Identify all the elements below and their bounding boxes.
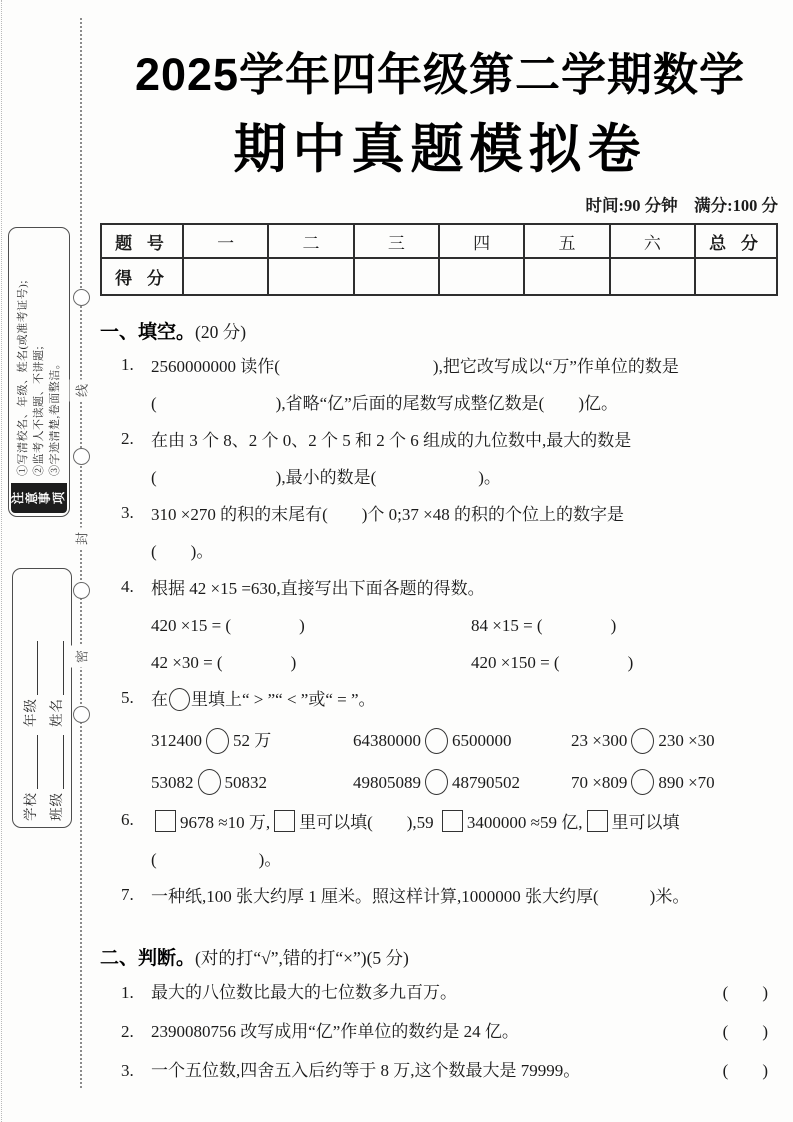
exam-meta: 时间:90 分钟 满分:100 分 xyxy=(585,196,778,215)
exam-title-line2: 期中真题模拟卷 xyxy=(233,120,647,179)
score-table-header-cell: 一 xyxy=(183,224,268,258)
question-number: 3. xyxy=(121,1061,134,1081)
answer-blank: ( ) xyxy=(722,983,768,1003)
score-empty-cell xyxy=(183,258,268,295)
question-number: 6. xyxy=(121,810,134,830)
punch-hole xyxy=(73,706,90,723)
question-number: 7. xyxy=(121,885,134,905)
question-line: ( ),省略“亿”后面的尾数写成整亿数是( )亿。 xyxy=(151,394,618,413)
exam-title-line1: 2025学年四年级第二学期数学 xyxy=(134,49,746,100)
question-3 xyxy=(100,503,780,577)
judgment-text: 一个五位数,四舍五入后约等于 8 万,这个数最大是 79999。 xyxy=(151,1061,581,1081)
score-table-header-cell: 四 xyxy=(439,224,524,258)
section-1-title xyxy=(100,317,780,344)
question-line xyxy=(151,688,780,714)
question-line: 310 ×270 的积的末尾有( )个 0;37 ×48 的积的个位上的数字是 xyxy=(151,505,624,524)
seal-dotted-line xyxy=(80,18,82,1088)
judgment-text: 2390080756 改写成用“亿”作单位的数约是 24 亿。 xyxy=(151,1022,519,1042)
class-field-blank xyxy=(49,735,64,789)
name-field-label: 姓名 xyxy=(49,698,64,727)
compare-cell xyxy=(353,727,571,757)
school-field-blank xyxy=(23,735,38,789)
score-table-score-row xyxy=(101,258,777,295)
compare-right: 52 万 xyxy=(233,731,272,751)
score-empty-cell xyxy=(439,258,524,295)
question-number: 3. xyxy=(121,503,134,522)
equation-cell: 84 ×15 = ( ) xyxy=(471,616,617,635)
question-4 xyxy=(100,577,780,688)
question-line: 2560000000 读作( ),把它改写成以“万”作单位的数是 xyxy=(151,357,679,376)
question-line: ( )。 xyxy=(151,850,282,870)
question-7 xyxy=(100,885,780,922)
question-line: ( )。 xyxy=(151,542,214,561)
compare-circle xyxy=(425,728,448,754)
notice-item: ②监考人不读题、不讲题; xyxy=(33,345,45,476)
question-line: ( ),最小的数是( )。 xyxy=(151,468,501,487)
compare-right: 890 ×70 xyxy=(658,772,715,792)
equation-cell: 420 ×15 = ( ) xyxy=(151,616,305,635)
fill-box xyxy=(442,810,463,832)
section-1-title-bold: 一、填空。 xyxy=(100,322,196,343)
compare-cell xyxy=(571,769,715,799)
school-field-label: 学校 xyxy=(23,792,38,821)
seal-char-mi: 密 xyxy=(70,646,93,668)
equation-row xyxy=(151,614,780,638)
score-empty-cell xyxy=(268,258,353,295)
question-number: 2. xyxy=(121,1022,134,1042)
compare-right: 48790502 xyxy=(452,772,520,792)
question-number: 2. xyxy=(121,429,134,448)
compare-row xyxy=(151,727,780,757)
answer-blank: ( ) xyxy=(722,1061,768,1081)
compare-left: 49805089 xyxy=(353,772,421,792)
question-number: 1. xyxy=(121,355,134,374)
question-text: 里可以填( ),59 xyxy=(299,813,438,833)
grade-field-label: 年级 xyxy=(23,698,38,727)
question-2 xyxy=(100,429,780,503)
section-2-title-note: (对的打“√”,错的打“×”)(5 分) xyxy=(195,948,409,969)
question-line: 一种纸,100 张大约厚 1 厘米。照这样计算,1000000 张大约厚( )米。 xyxy=(151,887,690,907)
question-5 xyxy=(100,688,780,810)
notice-item: ③字迹清楚,卷面整洁。 xyxy=(49,357,61,476)
question-line: 根据 42 ×15 =630,直接写出下面各题的得数。 xyxy=(151,579,485,598)
punch-hole xyxy=(73,582,90,599)
score-empty-cell xyxy=(524,258,609,295)
compare-left: 312400 xyxy=(151,731,202,751)
question-text: 在 xyxy=(151,690,168,709)
exam-content xyxy=(100,30,780,1098)
punch-hole xyxy=(73,289,90,306)
fill-box xyxy=(155,810,176,832)
score-table-header-cell: 总 分 xyxy=(695,224,777,258)
punch-hole xyxy=(73,448,90,465)
compare-left: 70 ×809 xyxy=(571,772,628,792)
score-table-header-cell: 三 xyxy=(354,224,439,258)
compare-circle xyxy=(198,769,221,795)
page-edge-dotted-line xyxy=(1,0,2,1122)
notice-label: 注意事项 xyxy=(11,483,67,513)
question-1 xyxy=(100,355,780,429)
seal-char-feng: 封 xyxy=(70,528,93,550)
compare-right: 230 ×30 xyxy=(658,731,715,751)
compare-circle xyxy=(425,769,448,795)
score-empty-cell xyxy=(610,258,695,295)
section-1-title-points: (20 分) xyxy=(195,322,247,342)
section-2-title xyxy=(100,943,780,970)
score-table-header-cell: 题 号 xyxy=(101,224,183,258)
seal-char-xian: 线 xyxy=(70,380,93,402)
fill-box xyxy=(274,810,295,832)
judgment-item-1 xyxy=(100,981,780,1005)
student-info-box xyxy=(12,568,72,828)
compare-circle xyxy=(631,728,654,754)
compare-right: 6500000 xyxy=(452,731,512,751)
compare-cell xyxy=(353,769,571,799)
score-empty-cell xyxy=(354,258,439,295)
question-line: 在由 3 个 8、2 个 0、2 个 5 和 2 个 6 组成的九位数中,最大的数是 xyxy=(151,431,632,450)
name-field-blank xyxy=(49,641,64,695)
question-text: 里可以填 xyxy=(611,813,680,833)
score-table-header-row xyxy=(101,224,777,258)
equation-cell: 42 ×30 = ( ) xyxy=(151,653,297,672)
compare-left: 23 ×300 xyxy=(571,731,628,751)
class-field-label: 班级 xyxy=(49,792,64,821)
compare-cell xyxy=(151,727,353,757)
question-number: 1. xyxy=(121,983,134,1003)
equation-row xyxy=(151,651,780,675)
compare-row xyxy=(151,769,780,799)
question-6 xyxy=(100,810,780,885)
judgment-item-2 xyxy=(100,1020,780,1044)
notice-item: ①写清校名、年级、姓名(或准考证号); xyxy=(17,280,29,476)
compare-left: 53082 xyxy=(151,772,194,792)
compare-cell xyxy=(571,727,715,757)
grade-field-blank xyxy=(23,641,38,695)
score-label-cell: 得 分 xyxy=(101,258,183,295)
question-text: 3400000 ≈59 亿, xyxy=(466,813,583,833)
score-empty-cell xyxy=(695,258,777,295)
score-table-header-cell: 二 xyxy=(268,224,353,258)
compare-circle xyxy=(206,728,229,754)
answer-blank: ( ) xyxy=(722,1022,768,1042)
compare-right: 50832 xyxy=(224,772,267,792)
score-table xyxy=(100,223,778,296)
score-table-header-cell: 六 xyxy=(610,224,695,258)
judgment-text: 最大的八位数比最大的七位数多九百万。 xyxy=(151,983,457,1003)
judgment-item-3 xyxy=(100,1059,780,1083)
compare-circle xyxy=(169,688,190,711)
notice-box xyxy=(8,227,70,517)
question-number: 4. xyxy=(121,577,134,596)
compare-circle xyxy=(631,769,654,795)
compare-cell xyxy=(151,769,353,799)
section-2-title-bold: 二、判断。 xyxy=(100,948,196,970)
compare-left: 64380000 xyxy=(353,731,421,751)
question-text: 里填上“ > ”“ < ”或“ = ”。 xyxy=(191,690,376,709)
question-line xyxy=(151,810,780,835)
score-table-header-cell: 五 xyxy=(524,224,609,258)
question-number: 5. xyxy=(121,688,134,707)
question-text: 9678 ≈10 万, xyxy=(180,813,271,833)
equation-cell: 420 ×150 = ( ) xyxy=(471,653,634,672)
fill-box xyxy=(587,810,608,832)
